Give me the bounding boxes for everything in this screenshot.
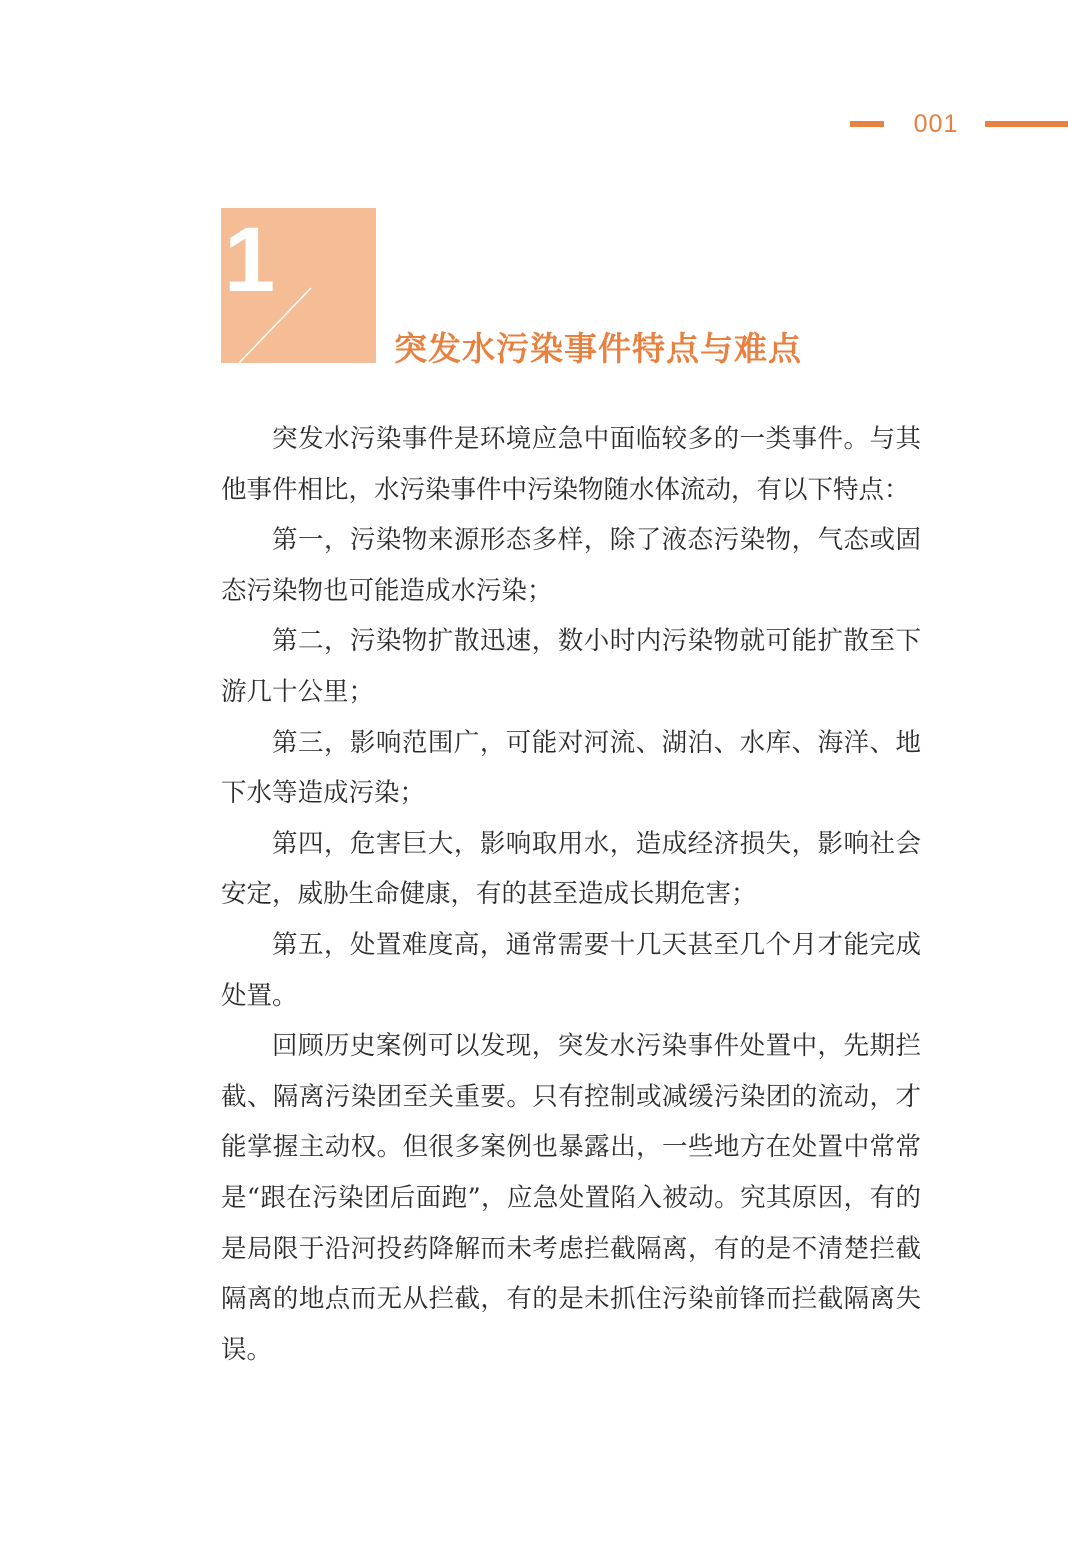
paragraph: 突发水污染事件是环境应急中面临较多的一类事件。与其他事件相比，水污染事件中污染物随水体流动，有以下特点：	[221, 424, 921, 505]
page-number-rule-right	[985, 121, 1068, 127]
page-number: 001	[913, 110, 959, 138]
paragraph: 第五，处置难度高，通常需要十几天甚至几个月才能完成处置。	[221, 929, 921, 1011]
page-number-rule-left	[850, 121, 884, 127]
paragraph: 第一，污染物来源形态多样，除了液态污染物，气态或固态污染物也可能造成水污染；	[221, 525, 921, 606]
body-text	[221, 414, 921, 1375]
chapter-slash-decoration	[221, 208, 376, 363]
chapter-title: 突发水污染事件特点与难点	[394, 329, 802, 368]
paragraph: 第三，影响范围广，可能对河流、湖泊、水库、海洋、地下水等造成污染；	[221, 727, 921, 809]
paragraph: 回顾历史案例可以发现，突发水污染事件处置中，先期拦截、隔离污染团至关重要。只有控制或减缓污染团的流动，才能掌握主动权。但很多案例也暴露出，一些地方在处置中常常是“跟在污染团后面跑”，应急处置陷入被动。究其原因，有的是局限于沿河投药降解而未考虑拦截隔离，有的是不清楚拦截隔离的地点而无从拦截，有的是未抓住污染前锋而拦截隔离失误。	[221, 1031, 921, 1365]
paragraph: 第二，污染物扩散迅速，数小时内污染物就可能扩散至下游几十公里；	[221, 626, 921, 707]
chapter-number: 1	[224, 209, 276, 311]
chapter-number-box	[221, 208, 376, 363]
paragraph: 第四，危害巨大，影响取用水，造成经济损失，影响社会安定，威胁生命健康，有的甚至造成长期危害；	[221, 828, 921, 910]
